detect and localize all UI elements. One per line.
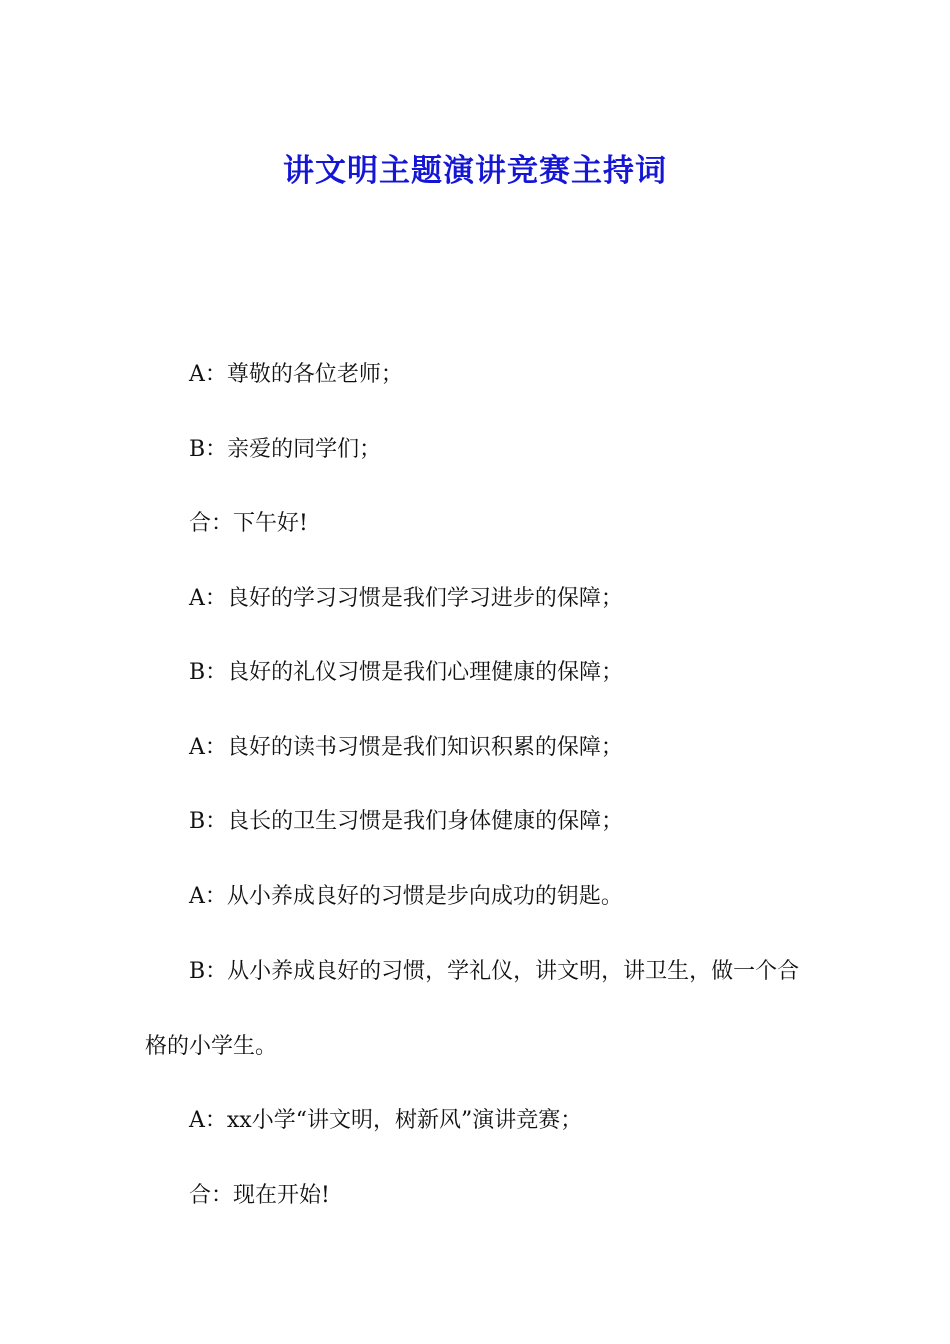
paragraph: B：从小养成良好的习惯，学礼仪，讲文明，讲卫生，做一个合格的小学生。 <box>145 959 800 1059</box>
paragraph: 合：现在开始! <box>189 1182 330 1208</box>
paragraph: A：尊敬的各位老师； <box>189 362 403 387</box>
paragraph: 合：下午好! <box>189 511 308 536</box>
paragraph: B：良好的礼仪习惯是我们心理健康的保障； <box>189 660 624 685</box>
paragraph: A：从小养成良好的习惯是步向成功的钥匙。 <box>189 883 623 909</box>
paragraph: B：亲爱的同学们； <box>189 436 382 462</box>
paragraph: A：xx小学“讲文明，树新风”演讲竞赛； <box>189 1108 583 1133</box>
document-title: 讲文明主题演讲竞赛主持词 <box>283 152 667 189</box>
document-body <box>145 338 815 1233</box>
paragraph: A：良好的学习习惯是我们学习进步的保障； <box>189 585 623 611</box>
paragraph: B：良长的卫生习惯是我们身体健康的保障； <box>189 809 624 834</box>
paragraph: A：良好的读书习惯是我们知识积累的保障； <box>189 734 623 760</box>
